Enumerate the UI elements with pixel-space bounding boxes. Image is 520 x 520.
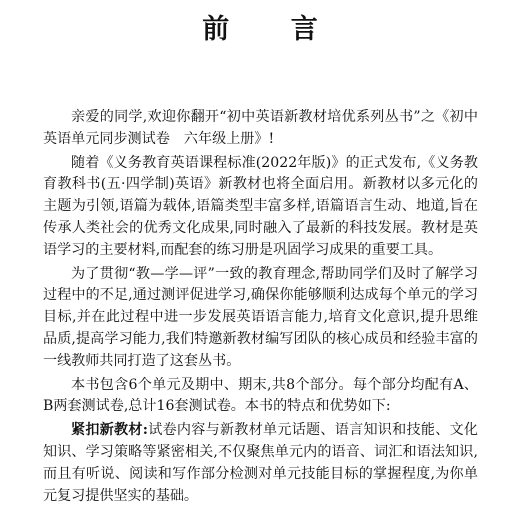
paragraph-feature: [43, 420, 478, 507]
feature-label: 紧扣新教材:: [71, 422, 148, 439]
paragraph-curriculum: 随着《义务教育英语课程标准(2022年版)》的正式发布,《义务教育教科书(五·四学制)英语》新教材也将全面启用。新教材以多元化的主题为引领,语篇为载体,语篇类型丰富多样,语篇语言生动、地道,旨在传承人类社会的优秀文化成果,同时融入了最新的科技发展。教材是英语学习的主要材料,而配套的练习册是巩固学习成果的重要工具。: [43, 154, 478, 258]
feature-text: 试卷内容与新教材单元话题、语言知识和技能、文化知识、学习策略等紧密相关,不仅聚焦单元内的语音、词汇和语法知识,而且有听说、阅读和写作部分检测对单元技能目标的掌握程度,为你单元复习提供坚实的基础。: [43, 422, 478, 504]
paragraph-purpose: 为了贯彻“教—学—评”一致的教育理念,帮助同学们及时了解学习过程中的不足,通过测评促进学习,确保你能够顺利达成每个单元的学习目标,并在此过程中进一步发展英语语言能力,培育文化意识,提升思维品质,提高学习能力,我们特邀新教材编写团队的核心成员和经验丰富的一线教师共同打造了这套丛书。: [43, 265, 478, 369]
page-title: 前 言: [202, 14, 344, 45]
paragraph-greeting: 亲爱的同学,欢迎你翻开“初中英语新教材培优系列丛书”之《初中英语单元同步测试卷 六年级上册》!: [43, 109, 478, 147]
paragraph-structure: 本书包含6个单元及期中、期末,共8个部分。每个部分均配有A、B两套测试卷,总计16套测试卷。本书的特点和优势如下:: [43, 376, 478, 415]
preface-body: [43, 107, 478, 509]
